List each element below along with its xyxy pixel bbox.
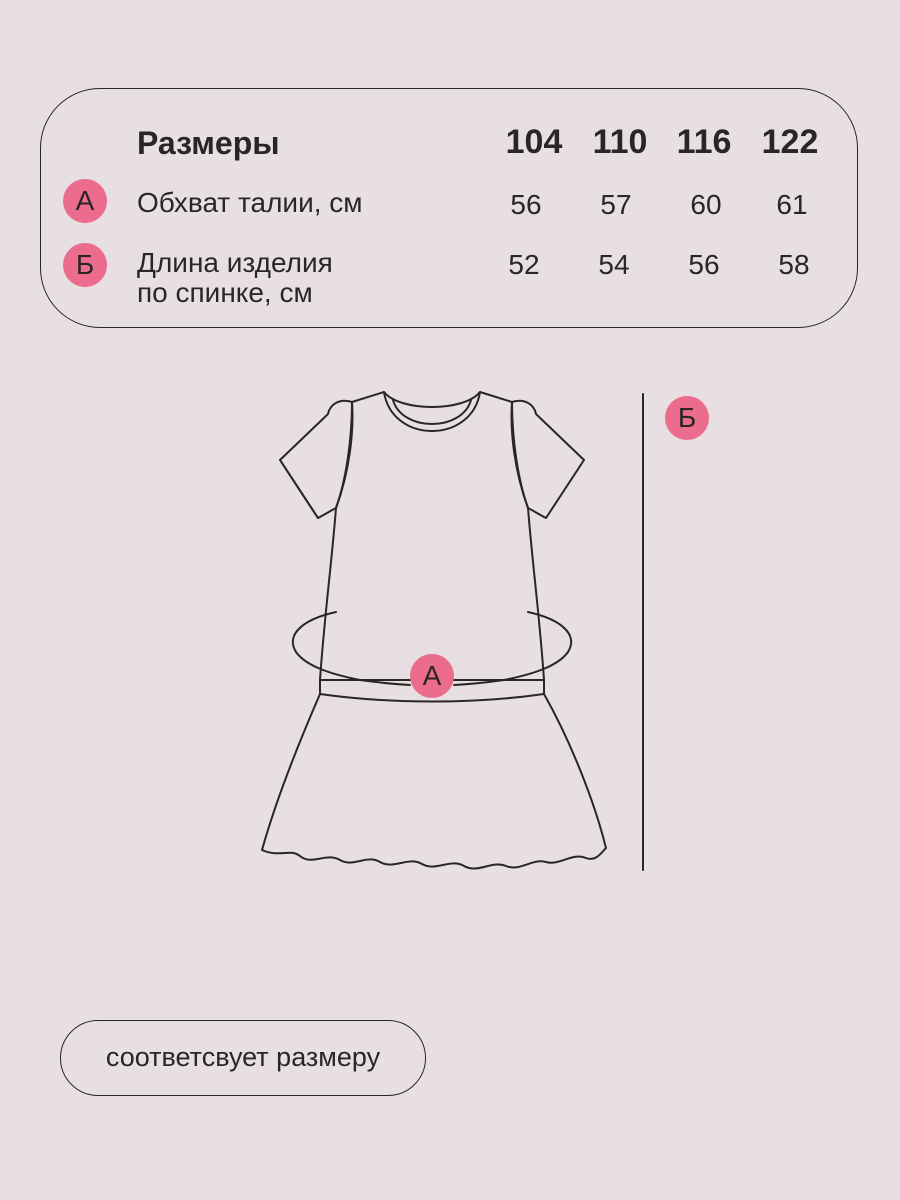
waist-value-110: 57 bbox=[600, 189, 632, 220]
fit-note: соответсвует размеру bbox=[60, 1020, 426, 1096]
length-value-122: 58 bbox=[778, 249, 810, 280]
size-header-116: 116 bbox=[676, 123, 732, 161]
size-header-122: 122 bbox=[761, 123, 819, 161]
waist-label: Обхват талии, см bbox=[137, 187, 363, 218]
waist-value-104: 56 bbox=[510, 189, 542, 220]
waist-ellipse-back bbox=[293, 612, 360, 680]
waist-ellipse-back-right bbox=[504, 612, 571, 680]
bodice-outline bbox=[320, 392, 544, 680]
left-sleeve-cuff bbox=[280, 460, 318, 518]
length-value-116: 56 bbox=[688, 249, 720, 280]
waist-value-122: 61 bbox=[776, 189, 808, 220]
waist-value-116: 60 bbox=[690, 189, 722, 220]
marker-a-badge: А bbox=[63, 179, 107, 223]
size-header-110: 110 bbox=[592, 123, 648, 161]
length-value-110: 54 bbox=[598, 249, 630, 280]
right-sleeve bbox=[512, 401, 584, 518]
length-value-104: 52 bbox=[508, 249, 540, 280]
left-sleeve bbox=[280, 401, 352, 518]
size-header-104: 104 bbox=[505, 123, 563, 161]
diagram-length-badge: Б bbox=[665, 396, 709, 440]
diagram-waist-badge: А bbox=[410, 654, 454, 698]
length-label-line2: по спинке, см bbox=[137, 277, 313, 308]
skirt-outline bbox=[262, 694, 606, 869]
table-title: Размеры bbox=[137, 125, 280, 161]
marker-b-badge: Б bbox=[63, 243, 107, 287]
length-label-line1: Длина изделия bbox=[137, 247, 333, 278]
